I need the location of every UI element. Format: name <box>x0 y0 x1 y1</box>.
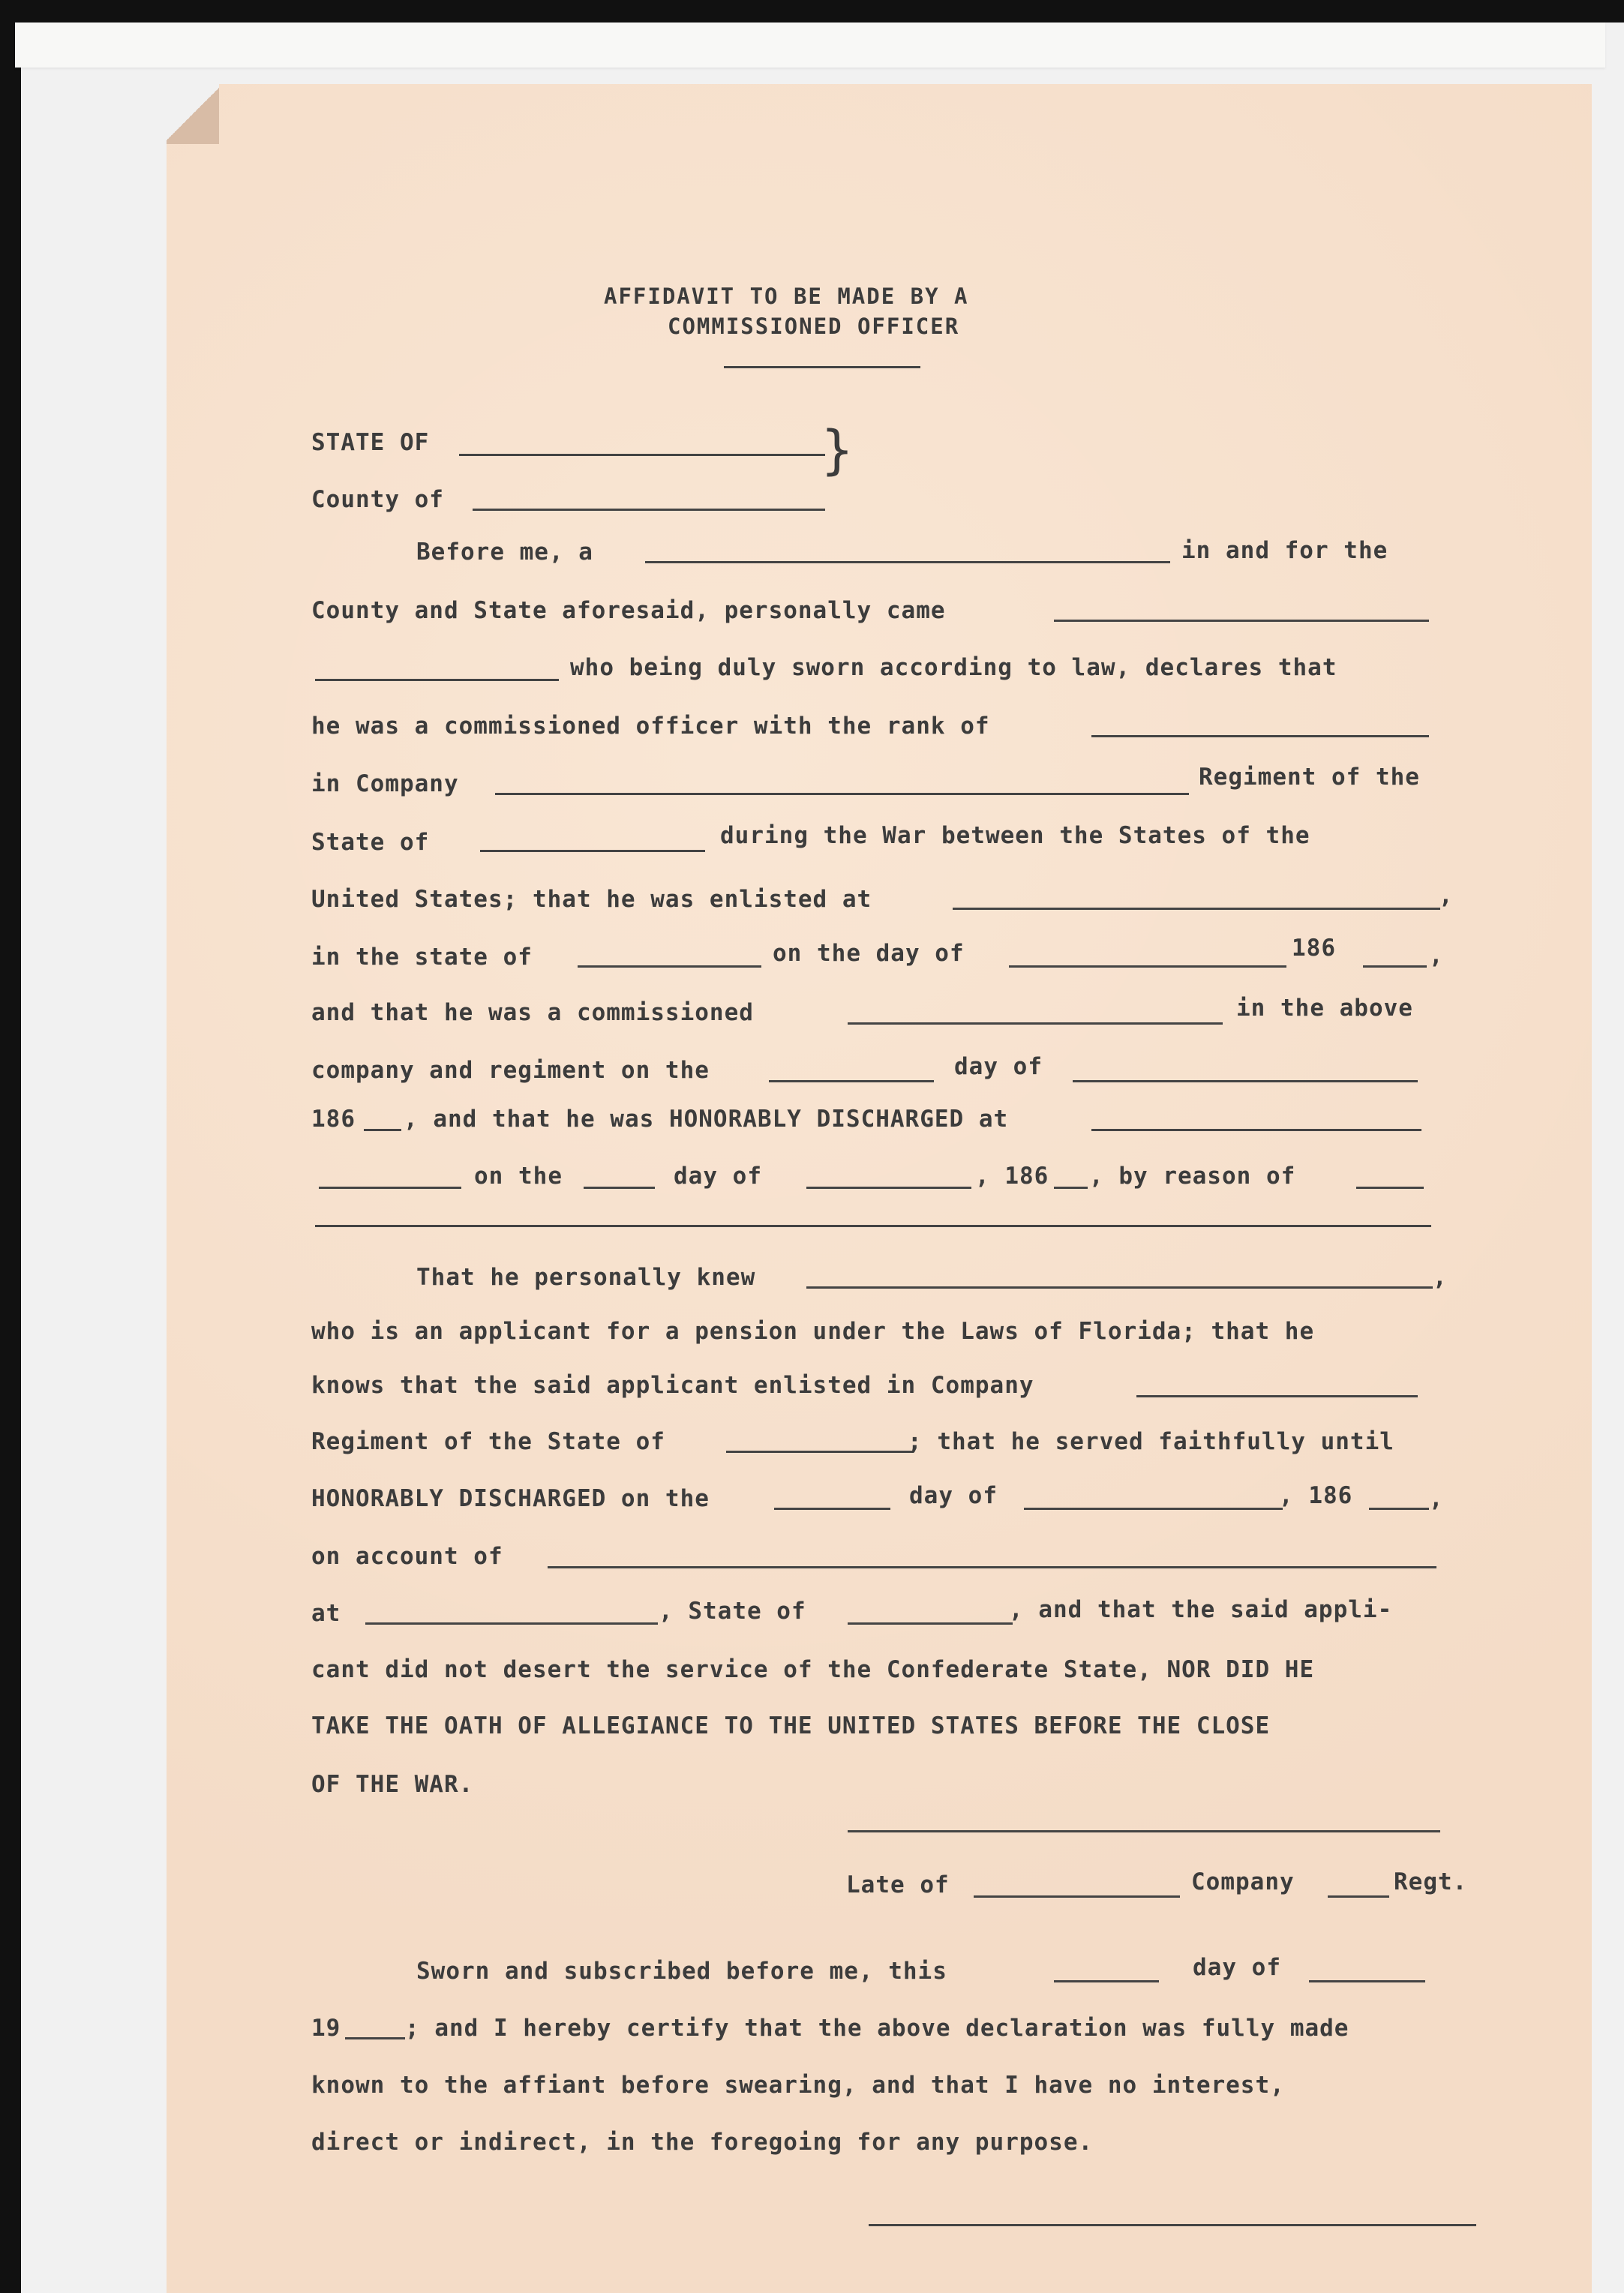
text-line: , <box>1429 1485 1444 1512</box>
blank-line <box>806 1286 1433 1289</box>
text-line: State of <box>311 829 430 856</box>
text-line: , <box>1433 1264 1448 1291</box>
text-line: County and State aforesaid, personally came <box>311 597 946 624</box>
text-line: TAKE THE OATH OF ALLEGIANCE TO THE UNITED STATES BEFORE THE CLOSE <box>311 1712 1271 1739</box>
text-line: on account of <box>311 1543 503 1570</box>
text-line: direct or indirect, in the foregoing for any purpose. <box>311 2129 1094 2156</box>
text-line: ; and I hereby certify that the above declaration was fully made <box>405 2015 1349 2042</box>
text-line: day of <box>1193 1954 1281 1981</box>
text-line: on the <box>474 1163 563 1190</box>
text-line: 19 <box>311 2015 341 2042</box>
text-line: 186 <box>311 1106 356 1133</box>
text-line: , State of <box>659 1598 806 1625</box>
county-label: County of <box>311 486 444 513</box>
title-underline <box>724 366 920 368</box>
document-title-line1: AFFIDAVIT TO BE MADE BY A <box>604 284 969 309</box>
blank-line <box>1369 1508 1429 1510</box>
blank-line <box>1073 1080 1418 1082</box>
blank-line <box>584 1187 655 1189</box>
text-line: Late of <box>846 1871 950 1898</box>
text-line: , by reason of <box>1089 1163 1296 1190</box>
text-line: at <box>311 1600 341 1627</box>
scanner-frame-top <box>0 0 1624 23</box>
text-line: , 186 <box>975 1163 1049 1190</box>
text-line: , and that the said appli- <box>1009 1596 1393 1623</box>
text-line: Regiment of the State of <box>311 1428 665 1455</box>
county-blank <box>473 509 825 511</box>
blank-line <box>364 1129 401 1131</box>
scanner-frame-left <box>0 0 21 2293</box>
text-line: in Company <box>311 770 459 797</box>
text-line: he was a commissioned officer with the rank of <box>311 713 990 740</box>
blank-line <box>1054 1187 1088 1189</box>
blank-line <box>315 1225 1431 1227</box>
text-line: knows that the said applicant enlisted in Company <box>311 1372 1034 1399</box>
blank-line <box>848 1622 1013 1625</box>
blank-line <box>1309 1980 1425 1982</box>
document-title-line2: COMMISSIONED OFFICER <box>668 314 960 339</box>
text-line: 186 <box>1292 935 1336 962</box>
blank-line <box>1091 735 1429 737</box>
text-line: in the state of <box>311 944 533 971</box>
blank-line <box>645 561 1170 563</box>
text-line: who is an applicant for a pension under the Laws of Florida; that he <box>311 1318 1315 1345</box>
signature-line <box>869 2224 1476 2226</box>
text-line: OF THE WAR. <box>311 1771 474 1798</box>
blank-line <box>1136 1395 1418 1397</box>
blank-line <box>345 2037 405 2039</box>
text-line: Before me, a <box>416 539 593 566</box>
blank-line <box>319 1187 461 1189</box>
blank-line <box>480 850 705 852</box>
blank-line <box>1054 1980 1159 1982</box>
blank-line <box>726 1451 914 1453</box>
text-line: Sworn and subscribed before me, this <box>416 1958 947 1985</box>
blank-line <box>806 1187 971 1189</box>
blank-line <box>548 1566 1436 1568</box>
blank-line <box>495 793 1189 795</box>
text-line: during the War between the States of the <box>720 822 1310 849</box>
blank-line <box>974 1895 1180 1898</box>
text-line: on the day of <box>773 940 965 967</box>
text-line: , <box>1439 882 1454 909</box>
blank-line <box>1009 965 1286 968</box>
blank-line <box>774 1508 890 1510</box>
folded-corner <box>167 84 219 144</box>
text-line: day of <box>674 1163 762 1190</box>
text-line: in the above <box>1236 995 1413 1022</box>
brace: } <box>821 419 854 481</box>
blank-line <box>848 1022 1223 1025</box>
text-line: Regt. <box>1394 1868 1468 1895</box>
text-line: , and that he was HONORABLY DISCHARGED at <box>404 1106 1009 1133</box>
text-line: , 186 <box>1279 1482 1353 1509</box>
text-line: , <box>1429 942 1444 969</box>
blank-line <box>1356 1187 1424 1189</box>
text-line: day of <box>909 1482 998 1509</box>
state-blank <box>459 454 825 456</box>
signature-line <box>848 1830 1440 1832</box>
text-line: and that he was a commissioned <box>311 999 754 1026</box>
text-line: who being duly sworn according to law, declares that <box>570 654 1337 681</box>
text-line: cant did not desert the service of the Confederate State, NOR DID HE <box>311 1656 1315 1683</box>
blank-line <box>953 908 1440 910</box>
text-line: That he personally knew <box>416 1264 756 1291</box>
blank-line <box>1091 1129 1421 1131</box>
blank-line <box>365 1622 658 1625</box>
text-line: Regiment of the <box>1199 764 1420 791</box>
blank-line <box>1054 620 1429 622</box>
text-line: Company <box>1191 1868 1295 1895</box>
blank-line <box>1363 965 1427 968</box>
blank-line <box>578 965 761 968</box>
blank-line <box>1024 1508 1283 1510</box>
tape-strip <box>15 23 1605 68</box>
blank-line <box>769 1080 934 1082</box>
text-line: in and for the <box>1181 537 1388 564</box>
text-line: United States; that he was enlisted at <box>311 886 872 913</box>
state-label: STATE OF <box>311 429 430 456</box>
text-line: company and regiment on the <box>311 1057 710 1084</box>
text-line: ; that he served faithfully until <box>908 1428 1394 1455</box>
blank-line <box>1328 1895 1389 1898</box>
text-line: HONORABLY DISCHARGED on the <box>311 1485 710 1512</box>
text-line: day of <box>954 1053 1043 1080</box>
blank-line <box>315 679 559 681</box>
text-line: known to the affiant before swearing, and that I have no interest, <box>311 2072 1285 2099</box>
